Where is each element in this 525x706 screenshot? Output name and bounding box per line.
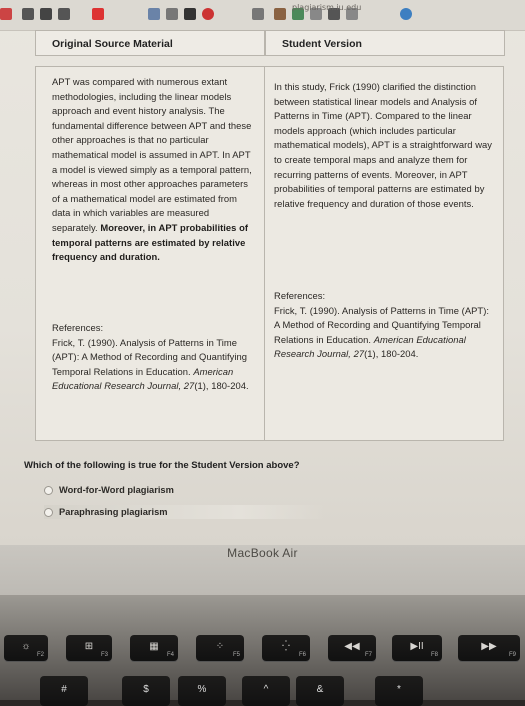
- tab-icon-red[interactable]: [92, 8, 104, 20]
- tab-icon-red[interactable]: [0, 8, 12, 20]
- key-7[interactable]: &: [296, 676, 344, 706]
- student-reference-main: Frick, T. (1990). Analysis of Patterns in Time (APT): A Method of Recording and Quantifying Temporal Relations in Education.: [274, 304, 490, 345]
- student-references-label: References:: [274, 290, 326, 301]
- key-6[interactable]: ^: [242, 676, 290, 706]
- keyboard-bright-key[interactable]: ⁛ F6: [262, 635, 310, 661]
- original-source-text: [52, 75, 257, 265]
- original-source-header: Original Source Material: [35, 30, 265, 56]
- original-reference-end: (1), 180-204.: [194, 380, 249, 392]
- device-brand-label: MacBook Air: [227, 546, 298, 560]
- rewind-icon: ◀◀: [344, 641, 360, 652]
- student-version-text: In this study, Frick (1990) clarified the distinction between statistical linear models and Analysis of Patterns in Time (APT). Compared to the linear models approach (which includes particular mathematical models), APT is a straightforward way to create temporal maps and analyze them for recurring patterns of events. Moreover, in APT probabilities of temporal patterns are estimated by relative frequency and duration of those events.: [274, 81, 493, 209]
- tab-icon-blue[interactable]: [148, 8, 160, 20]
- option-word-for-word[interactable]: [44, 483, 324, 497]
- student-reference-end: (1), 180-204.: [364, 348, 419, 360]
- quiz-question: Which of the following is true for the Student Version above?: [24, 460, 300, 471]
- student-reference-journal: American Educational Research Journal, 27: [274, 333, 466, 360]
- option-label[interactable]: Paraphrasing plagiarism: [59, 507, 168, 517]
- address-bar-url[interactable]: plagiarism.iu.edu: [292, 3, 362, 12]
- tab-icon-brown[interactable]: [274, 8, 286, 20]
- tab-icon-red[interactable]: [202, 8, 214, 20]
- brightness-icon: ☼: [21, 641, 31, 652]
- tab-icon-gray[interactable]: [166, 8, 178, 20]
- original-reference-main: Frick, T. (1990). Analysis of Patterns in Time (APT): A Method of Recording and Quantifying Temporal Relations in Education.: [52, 336, 248, 377]
- play-pause-icon: ▶II: [410, 641, 424, 652]
- student-version-header: Student Version: [265, 30, 505, 56]
- launchpad-icon: ▦: [149, 641, 159, 652]
- key-8[interactable]: *: [375, 676, 423, 706]
- original-source-cell: [35, 66, 265, 441]
- fast-forward-key[interactable]: ▶▶ F9: [458, 635, 520, 661]
- tab-icon-dark[interactable]: [58, 8, 70, 20]
- tab-icon-dark[interactable]: [184, 8, 196, 20]
- original-references: [52, 321, 257, 394]
- radio-button[interactable]: [44, 508, 53, 517]
- rewind-key[interactable]: ◀◀ F7: [328, 635, 376, 661]
- fast-forward-icon: ▶▶: [481, 641, 497, 652]
- play-pause-key[interactable]: ▶II F8: [392, 635, 442, 661]
- brightness-key[interactable]: ☼ F2: [4, 635, 48, 661]
- radio-button[interactable]: [44, 486, 53, 495]
- tab-icon-gray[interactable]: [252, 8, 264, 20]
- tab-icon-dark[interactable]: [22, 8, 34, 20]
- student-references: [274, 289, 496, 362]
- option-label[interactable]: Word-for-Word plagiarism: [59, 485, 174, 495]
- launchpad-key[interactable]: ▦ F4: [130, 635, 178, 661]
- tab-icon-dark[interactable]: [40, 8, 52, 20]
- mission-control-icon: ⊞: [84, 641, 94, 652]
- keyboard-dim-key[interactable]: ⁘ F5: [196, 635, 244, 661]
- keyboard-dim-icon: ⁘: [215, 641, 225, 652]
- browser-tab-bar: [0, 0, 525, 31]
- option-paraphrasing[interactable]: [44, 505, 324, 519]
- key-3[interactable]: #: [40, 676, 88, 706]
- tab-icon-blue[interactable]: [400, 8, 412, 20]
- student-version-cell: [264, 66, 504, 441]
- key-5[interactable]: %: [178, 676, 226, 706]
- key-4[interactable]: $: [122, 676, 170, 706]
- original-body: APT was compared with numerous extant methodologies, including the linear models approach and event history analysis. The fundamental difference between APT and these other approaches is that no particular mathematical model is assumed in APT. In APT a model is viewed simply as a temporal pattern, whereas in most other approaches parameters of a mathematical model are estimated from data in which variables are measured separately.: [52, 76, 252, 233]
- original-references-label: References:: [52, 322, 104, 333]
- original-bold-sentence: Moreover, in APT probabilities of temporal patterns are estimated by relative frequency and duration.: [52, 221, 249, 263]
- original-reference-journal: American Educational Research Journal, 27: [52, 365, 234, 392]
- mission-control-key[interactable]: ⊞ F3: [66, 635, 112, 661]
- keyboard-bright-icon: ⁛: [282, 641, 290, 652]
